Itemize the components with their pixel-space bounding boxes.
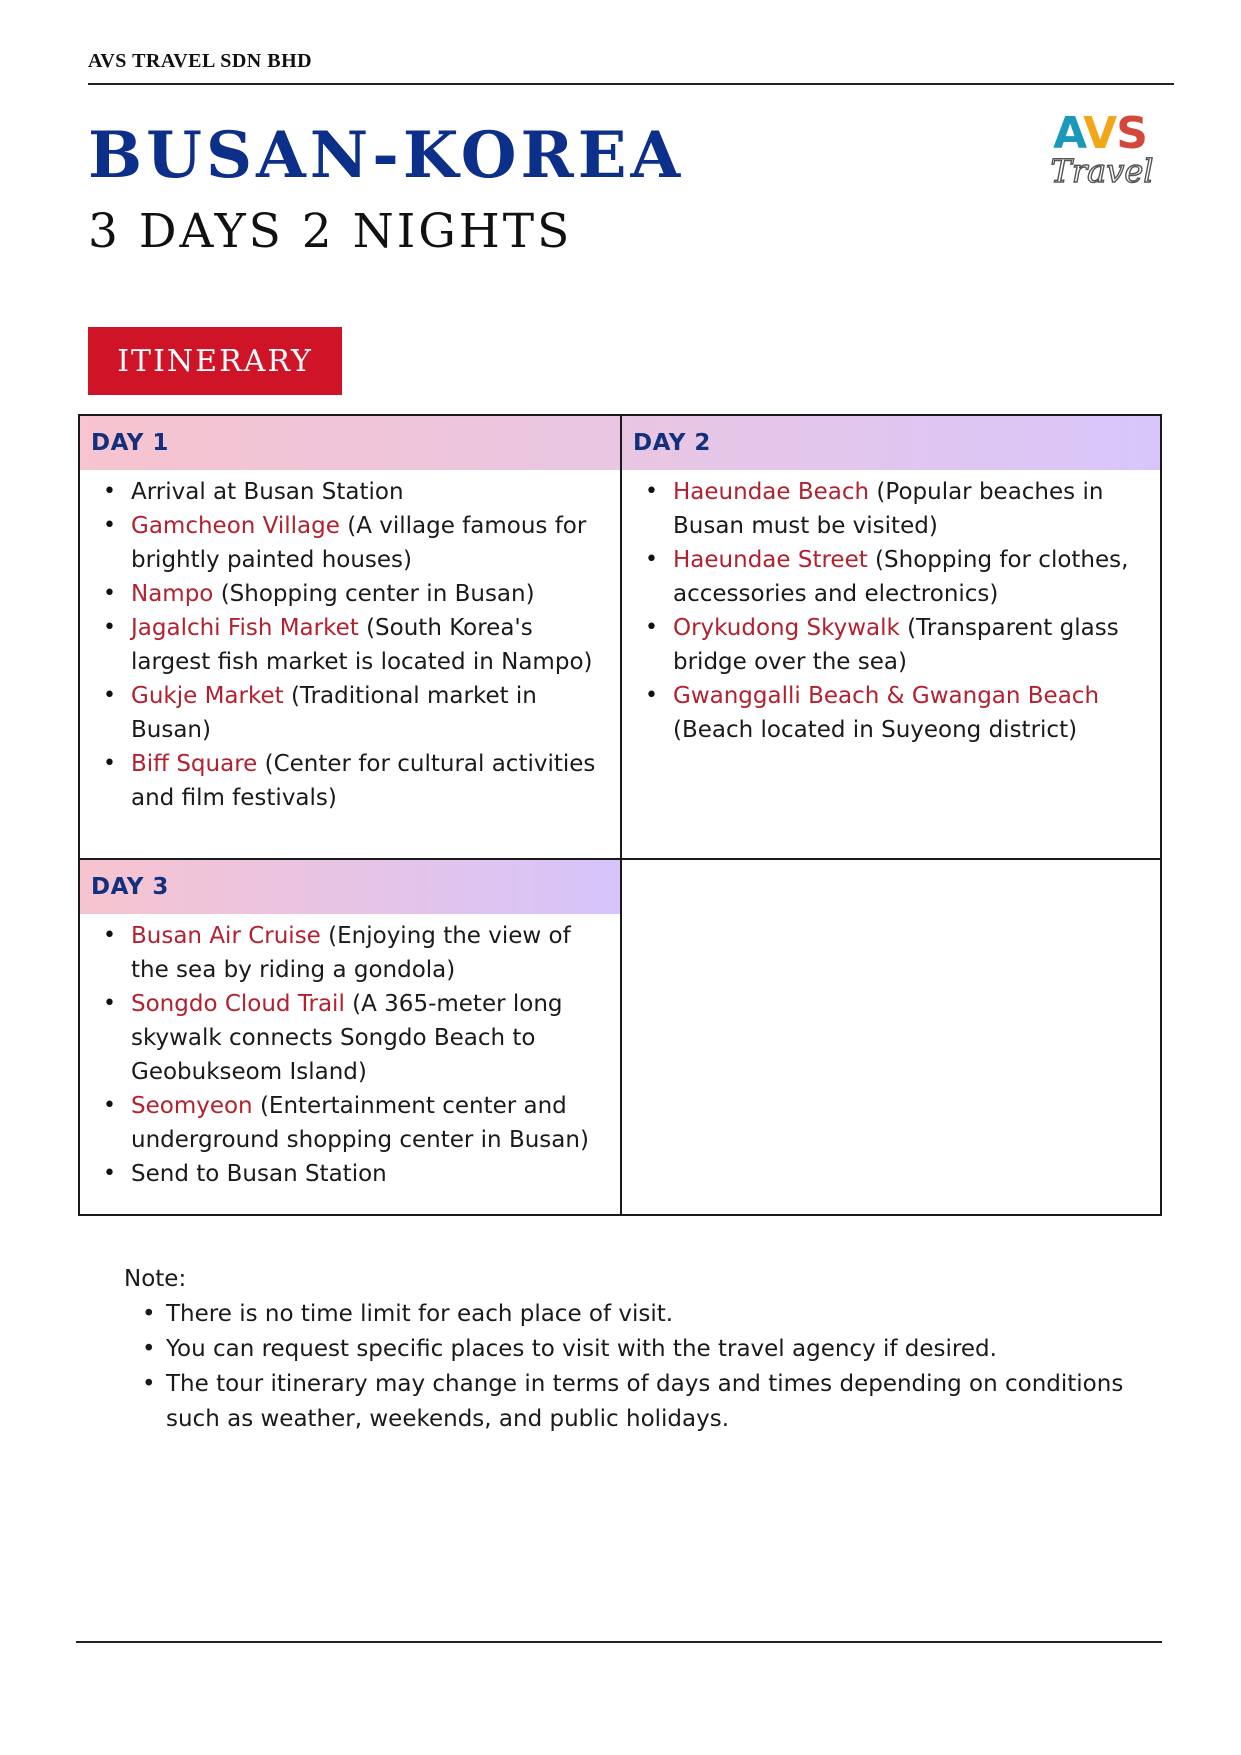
- day-1-cell: [80, 416, 620, 858]
- footer-divider: [76, 1641, 1162, 1643]
- empty-cell: [622, 860, 1160, 1214]
- company-name: AVS TRAVEL SDN BHD: [88, 50, 313, 72]
- list-item: • Seomyeon (Entertainment center and underground shopping center in Busan): [131, 1089, 620, 1157]
- day-1-list: [80, 470, 620, 815]
- note-item: • You can request specific places to visit with the travel agency if desired.: [166, 1332, 1134, 1367]
- note-heading: Note:: [124, 1266, 187, 1292]
- day-3-list: [80, 914, 620, 1191]
- list-item: • Nampo (Shopping center in Busan): [131, 577, 620, 611]
- note-list: [124, 1297, 1134, 1437]
- page-subtitle: 3 DAYS 2 NIGHTS: [88, 204, 573, 259]
- itinerary-table: [78, 414, 1162, 1216]
- list-item: • Songdo Cloud Trail (A 365-meter long skywalk connects Songdo Beach to Geobukseom Island): [131, 987, 620, 1089]
- notes-section: [124, 1262, 1134, 1437]
- list-item: • Haeundae Street (Shopping for clothes, accessories and electronics): [673, 543, 1160, 611]
- day-2-cell: [622, 416, 1160, 858]
- list-item: • Biff Square (Center for cultural activities and film festivals): [131, 747, 620, 815]
- itinerary-label: ITINERARY: [88, 327, 342, 395]
- list-item: • Send to Busan Station: [131, 1157, 620, 1191]
- svg-text:AVS: AVS: [1053, 108, 1147, 159]
- list-item: • Jagalchi Fish Market (South Korea's largest fish market is located in Nampo): [131, 611, 620, 679]
- day-2-list: [622, 470, 1160, 747]
- list-item: • Gukje Market (Traditional market in Busan): [131, 679, 620, 747]
- day-3-cell: [80, 860, 620, 1214]
- note-item: • There is no time limit for each place of visit.: [166, 1297, 1134, 1332]
- list-item: • Gwanggalli Beach & Gwangan Beach (Beach located in Suyeong district): [673, 679, 1160, 747]
- day-3-heading: DAY 3: [80, 860, 620, 914]
- page-title: BUSAN-KOREA: [88, 118, 685, 193]
- header-divider: [88, 83, 1174, 85]
- avs-travel-logo: [1030, 108, 1170, 192]
- svg-text:Travel: Travel: [1050, 152, 1154, 190]
- list-item: • Haeundae Beach (Popular beaches in Busan must be visited): [673, 475, 1160, 543]
- list-item: • Arrival at Busan Station: [131, 475, 620, 509]
- list-item: • Orykudong Skywalk (Transparent glass bridge over the sea): [673, 611, 1160, 679]
- note-item: • The tour itinerary may change in terms of days and times depending on conditions such as weather, weekends, and public holidays.: [166, 1367, 1134, 1437]
- list-item: • Busan Air Cruise (Enjoying the view of the sea by riding a gondola): [131, 919, 620, 987]
- list-item: • Gamcheon Village (A village famous for brightly painted houses): [131, 509, 620, 577]
- day-2-heading: DAY 2: [622, 416, 1160, 470]
- day-1-heading: DAY 1: [80, 416, 620, 470]
